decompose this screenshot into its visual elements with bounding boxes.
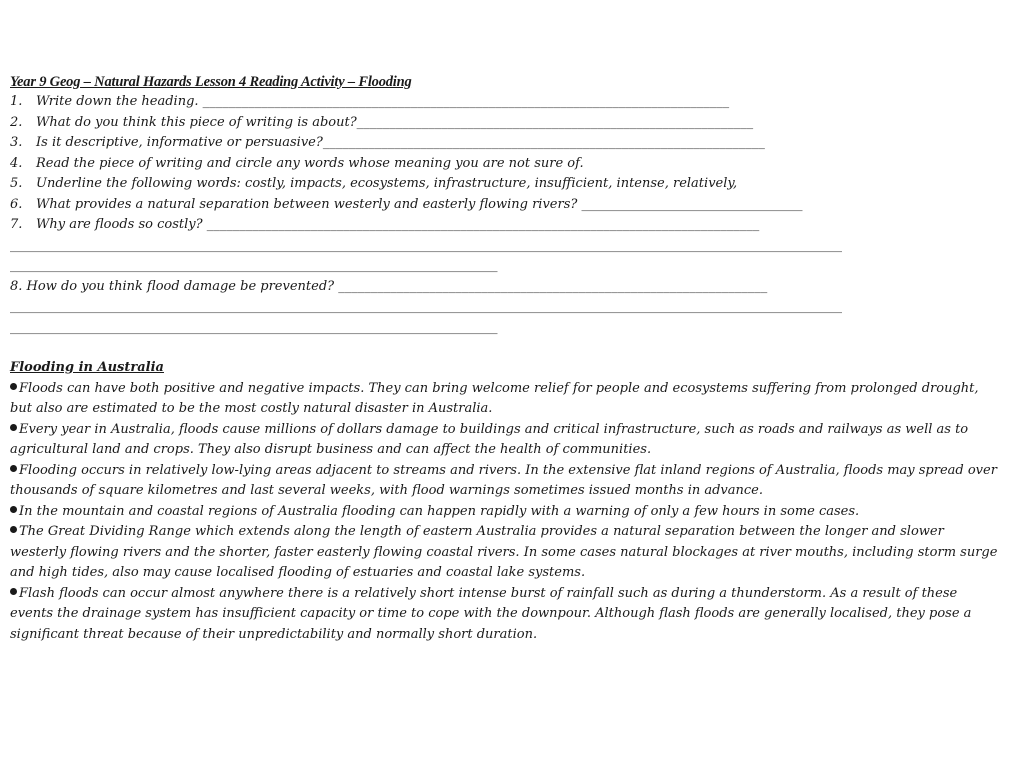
bullet-icon bbox=[10, 526, 17, 533]
article-paragraph bbox=[10, 584, 1000, 646]
question-number: 7. bbox=[10, 217, 23, 232]
paragraph-text: Every year in Australia, floods cause millions of dollars damage to buildings and critical infrastructure, such as roads and railways as well as to agricultural land and crops. They also disrupt business and can affect the health of communities. bbox=[10, 421, 969, 457]
question-1 bbox=[10, 92, 1010, 113]
bullet-icon bbox=[10, 588, 17, 595]
answer-line: ________________________________________________________________________________________________________________________________ bbox=[10, 237, 842, 253]
article-paragraph bbox=[10, 420, 1000, 461]
question-text: Why are floods so costly? _____________________________________________________________________________________ bbox=[36, 217, 760, 232]
article-paragraph bbox=[10, 461, 1000, 502]
question-number: 6. bbox=[10, 196, 23, 212]
question-number: 2. bbox=[10, 114, 23, 130]
worksheet-title: Year 9 Geog – Natural Hazards Lesson 4 Reading Activity – Flooding bbox=[10, 74, 412, 90]
bullet-icon bbox=[10, 383, 17, 390]
question-number: 5. bbox=[10, 176, 23, 191]
spacer bbox=[10, 338, 1010, 358]
question-2 bbox=[10, 113, 1010, 134]
question-8: 8. How do you think flood damage be prevented? __________________________________________________________________ bbox=[10, 278, 768, 294]
question-4 bbox=[10, 154, 1010, 175]
answer-line: ___________________________________________________________________________ bbox=[10, 258, 498, 273]
bullet-icon bbox=[10, 424, 17, 431]
question-3 bbox=[10, 133, 1010, 154]
question-7 bbox=[10, 215, 1010, 236]
question-text: What do you think this piece of writing is about?_____________________________________________________________ bbox=[36, 114, 754, 130]
question-5 bbox=[10, 174, 1010, 195]
question-number: 3. bbox=[10, 135, 23, 150]
article-paragraph bbox=[10, 522, 1000, 584]
bullet-icon bbox=[10, 506, 17, 513]
answer-line: ___________________________________________________________________________ bbox=[10, 319, 498, 335]
answer-line: ________________________________________________________________________________________________________________________________ bbox=[10, 299, 842, 314]
paragraph-text: Flooding occurs in relatively low-lying areas adjacent to streams and rivers. In the extensive flat inland regions of Australia, floods may spread over thousands of square kilometres and last several weeks, with flood warnings sometimes issued months in advance. bbox=[10, 462, 997, 498]
question-6 bbox=[10, 195, 1010, 216]
paragraph-text: In the mountain and coastal regions of Australia flooding can happen rapidly with a warning of only a few hours in some cases. bbox=[19, 503, 860, 519]
paragraph-text: The Great Dividing Range which extends along the length of eastern Australia provides a natural separation between the longer and slower westerly flowing rivers and the shorter, faster easterly flowing coastal rivers. In some cases natural blockages at river mouths, including storm surge and high tides, also may cause localised flooding of estuaries and coastal lake systems. bbox=[10, 524, 998, 580]
question-text: What provides a natural separation between westerly and easterly flowing rivers? __________________________________ bbox=[36, 196, 803, 212]
question-text: Is it descriptive, informative or persuasive?____________________________________________________________________ bbox=[36, 135, 765, 150]
question-text: Underline the following words: costly, impacts, ecosystems, infrastructure, insufficient, intense, relatively, bbox=[36, 176, 738, 191]
article-paragraph bbox=[10, 502, 1000, 523]
bullet-icon bbox=[10, 465, 17, 472]
question-text: Read the piece of writing and circle any words whose meaning you are not sure of. bbox=[36, 155, 584, 171]
paragraph-text: Floods can have both positive and negative impacts. They can bring welcome relief for people and ecosystems suffering from prolonged drought, but also are estimated to be the most costly natural disaster in Australia. bbox=[10, 380, 979, 416]
question-number: 1. bbox=[10, 94, 23, 109]
article-paragraph bbox=[10, 379, 1000, 420]
question-text: Write down the heading. _________________________________________________________________________________ bbox=[36, 94, 730, 109]
worksheet-page bbox=[10, 72, 1010, 645]
paragraph-text: Flash floods can occur almost anywhere there is a relatively short intense burst of rainfall such as during a thunderstorm. As a result of these events the drainage system has insufficient capacity or time to cope with the downpour. Although flash floods are generally localised, they pose a significant threat because of their unpredictability and normally short duration. bbox=[10, 585, 972, 642]
question-number: 4. bbox=[10, 155, 23, 171]
article-heading: Flooding in Australia bbox=[10, 360, 164, 375]
